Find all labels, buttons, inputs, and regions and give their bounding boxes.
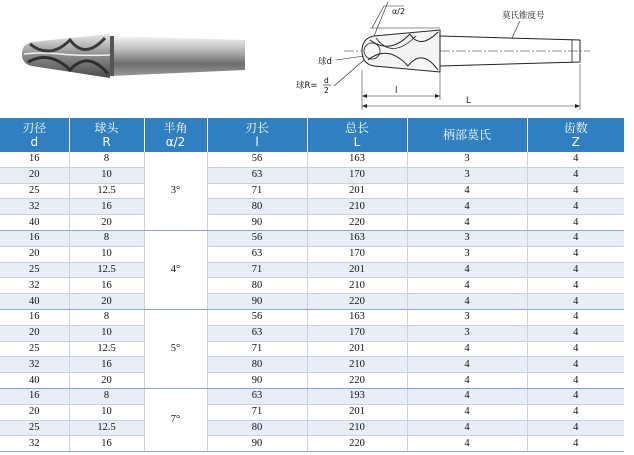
cell-overall-length: 170 [307,246,407,262]
cell-diameter: 25 [0,420,69,436]
table-row [0,246,624,262]
header-morse-taper: 柄部莫氏 [407,118,527,152]
cell-radius: 12.5 [69,262,144,278]
cell-flute-length: 71 [207,404,307,420]
cell-flute-length: 63 [207,325,307,341]
cell-diameter: 16 [0,388,69,404]
cell-flute-length: 90 [207,294,307,310]
table-row [0,325,624,341]
cell-morse-taper: 4 [407,262,527,278]
cell-flute-length: 71 [207,262,307,278]
cell-morse-taper: 3 [407,325,527,341]
cell-overall-length: 210 [307,199,407,215]
cell-diameter: 32 [0,278,69,294]
cell-diameter: 32 [0,436,69,452]
cell-overall-length: 201 [307,183,407,199]
header-flute-length: 刃长 l [207,118,307,152]
cell-overall-length: 163 [307,152,407,167]
table-row [0,215,624,231]
cell-flute-length: 71 [207,183,307,199]
cell-flute-length: 80 [207,199,307,215]
cell-teeth: 4 [527,167,624,183]
cell-flute-length: 90 [207,373,307,389]
cell-morse-taper: 4 [407,278,527,294]
cell-diameter: 32 [0,199,69,215]
table-row [0,420,624,436]
table-row [0,373,624,389]
cell-diameter: 16 [0,309,69,325]
table-row [0,167,624,183]
cell-morse-taper: 4 [407,420,527,436]
cell-diameter: 20 [0,167,69,183]
end-mill-photo [10,20,260,90]
cell-teeth: 4 [527,388,624,404]
cell-overall-length: 220 [307,215,407,231]
cell-diameter: 16 [0,152,69,167]
cell-morse-taper: 3 [407,230,527,246]
radius-denominator: 2 [324,86,329,95]
cell-diameter: 20 [0,325,69,341]
cell-flute-length: 56 [207,152,307,167]
cell-teeth: 4 [527,341,624,357]
cell-flute-length: 56 [207,230,307,246]
cell-overall-length: 163 [307,309,407,325]
cell-teeth: 4 [527,199,624,215]
cell-overall-length: 193 [307,388,407,404]
cell-diameter: 20 [0,404,69,420]
cell-diameter: 32 [0,357,69,373]
cell-teeth: 4 [527,215,624,231]
cell-teeth: 4 [527,278,624,294]
table-row [0,294,624,310]
cell-overall-length: 163 [307,230,407,246]
table-row [0,309,624,325]
cell-teeth: 4 [527,152,624,167]
cell-diameter: 40 [0,373,69,389]
cell-morse-taper: 3 [407,167,527,183]
cell-overall-length: 210 [307,357,407,373]
cell-morse-taper: 4 [407,215,527,231]
cell-teeth: 4 [527,420,624,436]
cell-teeth: 4 [527,246,624,262]
cell-radius: 10 [69,246,144,262]
cell-flute-length: 80 [207,420,307,436]
cell-morse-taper: 4 [407,436,527,452]
table-row [0,341,624,357]
cell-morse-taper: 4 [407,357,527,373]
cell-flute-length: 71 [207,341,307,357]
cell-teeth: 4 [527,309,624,325]
cell-radius: 10 [69,325,144,341]
table-row [0,278,624,294]
overall-length-label: L [466,96,471,106]
cell-overall-length: 170 [307,167,407,183]
cell-diameter: 16 [0,230,69,246]
cell-diameter: 25 [0,262,69,278]
cell-radius: 16 [69,278,144,294]
cell-flute-length: 80 [207,357,307,373]
radius-label: 球R= [296,81,318,91]
taper-label: 莫氏锥度号 [502,11,545,21]
cell-flute-length: 90 [207,436,307,452]
cell-teeth: 4 [527,436,624,452]
cell-teeth: 4 [527,294,624,310]
header-overall-length: 总长 L [307,118,407,152]
cell-flute-length: 63 [207,388,307,404]
cell-morse-taper: 4 [407,373,527,389]
cell-half-angle: 5° [144,309,207,388]
cell-radius: 10 [69,167,144,183]
cell-flute-length: 63 [207,167,307,183]
cell-morse-taper: 4 [407,294,527,310]
cell-diameter: 25 [0,183,69,199]
cell-morse-taper: 4 [407,404,527,420]
cell-half-angle: 4° [144,230,207,309]
cell-overall-length: 210 [307,278,407,294]
cell-overall-length: 170 [307,325,407,341]
flute-length-label: l [395,86,398,96]
cell-overall-length: 220 [307,294,407,310]
cell-morse-taper: 4 [407,183,527,199]
cell-radius: 12.5 [69,183,144,199]
cell-overall-length: 201 [307,404,407,420]
header-teeth-count: 齿数 Z [527,118,624,152]
cell-overall-length: 201 [307,341,407,357]
cell-radius: 20 [69,215,144,231]
cell-morse-taper: 4 [407,388,527,404]
cell-diameter: 25 [0,341,69,357]
cell-radius: 8 [69,152,144,167]
cell-teeth: 4 [527,325,624,341]
header-ball-radius: 球头 R [69,118,144,152]
radius-numerator: d [324,76,329,85]
table-row [0,152,624,167]
table-row [0,404,624,420]
cell-flute-length: 56 [207,309,307,325]
cell-flute-length: 90 [207,215,307,231]
table-row [0,262,624,278]
cell-teeth: 4 [527,373,624,389]
cell-teeth: 4 [527,262,624,278]
product-illustration [0,0,634,116]
cell-morse-taper: 3 [407,152,527,167]
cell-teeth: 4 [527,230,624,246]
cell-teeth: 4 [527,357,624,373]
cell-radius: 16 [69,436,144,452]
technical-drawing [280,0,634,116]
cell-radius: 20 [69,373,144,389]
cell-half-angle: 7° [144,388,207,451]
cell-morse-taper: 3 [407,309,527,325]
cell-morse-taper: 4 [407,199,527,215]
cell-radius: 16 [69,357,144,373]
cell-overall-length: 201 [307,262,407,278]
cell-morse-taper: 3 [407,246,527,262]
cell-diameter: 40 [0,294,69,310]
ball-diameter-label: 球d [318,57,332,67]
cell-radius: 10 [69,404,144,420]
cell-teeth: 4 [527,183,624,199]
cell-overall-length: 220 [307,373,407,389]
cell-radius: 16 [69,199,144,215]
cell-diameter: 20 [0,246,69,262]
cell-flute-length: 63 [207,246,307,262]
cell-morse-taper: 4 [407,341,527,357]
header-half-angle: 半角 α/2 [144,118,207,152]
cell-overall-length: 220 [307,436,407,452]
cell-flute-length: 80 [207,278,307,294]
cell-half-angle: 3° [144,152,207,230]
header-cutting-diameter: 刃径 d [0,118,69,152]
cell-overall-length: 210 [307,420,407,436]
alpha-label: α/2 [392,7,406,16]
cell-radius: 8 [69,388,144,404]
cell-teeth: 4 [527,404,624,420]
table-row [0,388,624,404]
cell-diameter: 40 [0,215,69,231]
table-row [0,357,624,373]
cell-radius: 8 [69,309,144,325]
table-row [0,230,624,246]
cell-radius: 12.5 [69,420,144,436]
cell-radius: 8 [69,230,144,246]
table-row [0,199,624,215]
table-row [0,436,624,452]
cell-radius: 12.5 [69,341,144,357]
cell-radius: 20 [69,294,144,310]
spec-table [0,118,624,452]
spec-table-header [0,118,624,152]
table-row [0,183,624,199]
